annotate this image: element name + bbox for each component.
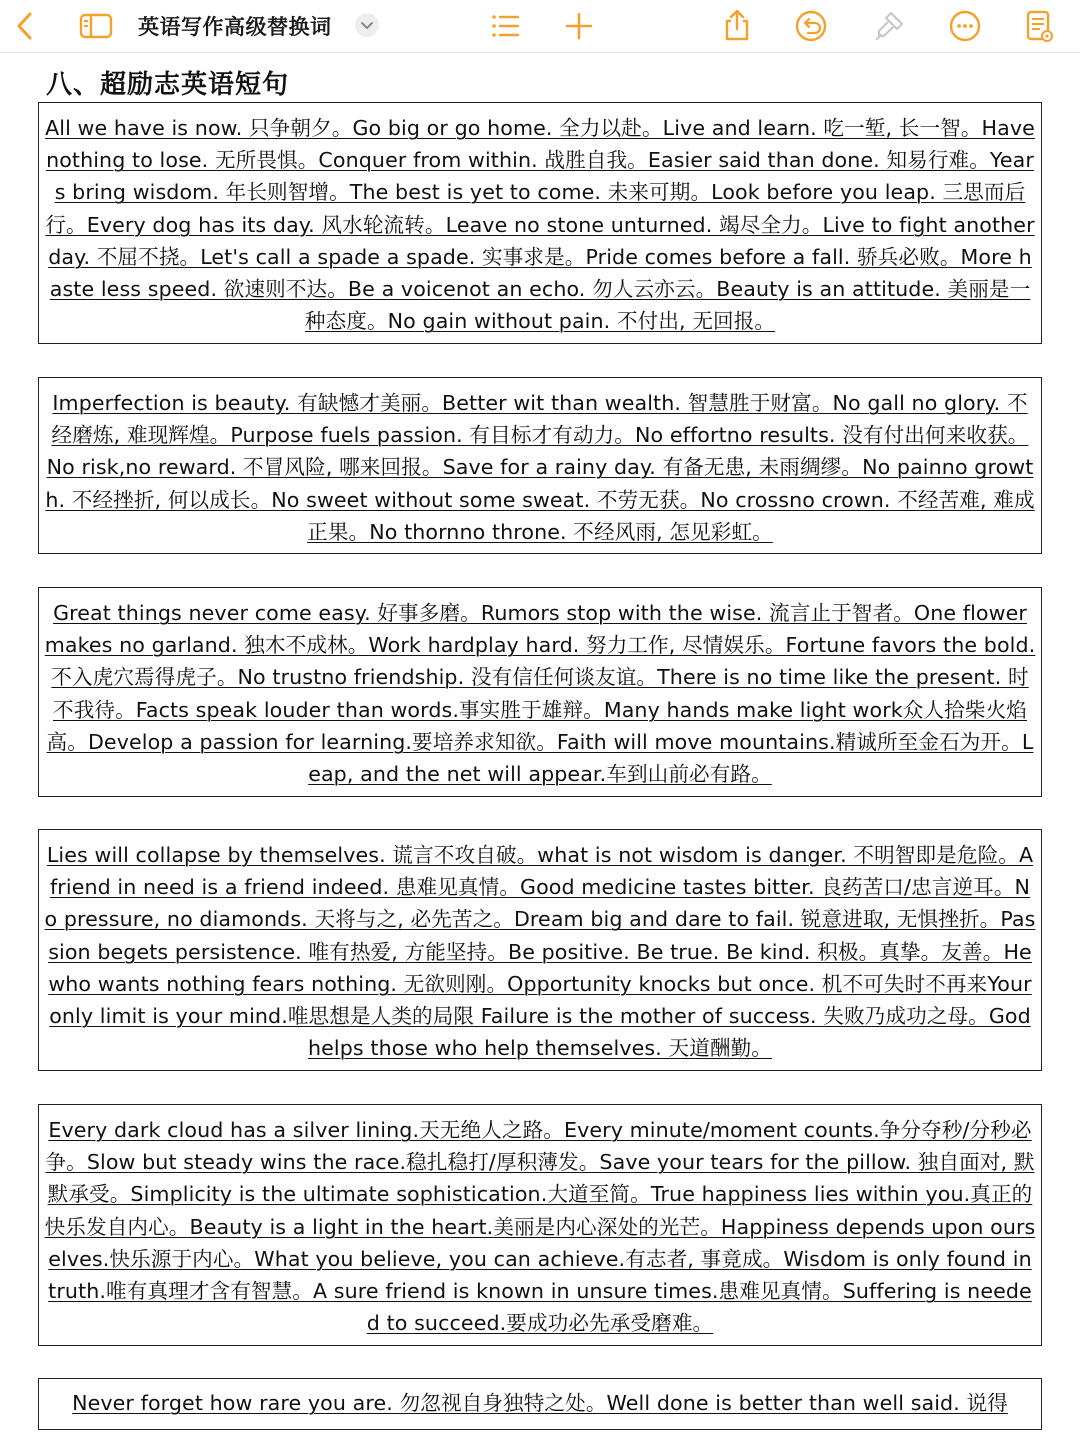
more-icon bbox=[947, 8, 983, 44]
share-icon bbox=[719, 8, 755, 44]
add-button[interactable] bbox=[561, 8, 597, 44]
quote-paragraph: Every dark cloud has a silver lining.天无绝人之路。Every minute/moment counts.争分夺秒/分秒必争。Slow but steady wins the race.稳扎稳打/厚积薄发。Save your tears for the pillow. 独自面对, 默默承受。Simplicity is the ultimate sophistication.大道至简。True happiness lies within you.真正的快乐发自内心。Beauty is a light in the heart.美丽是内心深处的光芒。Happiness depends upon ourselves.快乐源于内心。What you believe, you can achieve.有志者, 事竟成。Wisdom is only found in truth.唯有真理才含有智慧。A sure friend is known in unsure times.患难见真情。Suffering is needed to succeed.要成功必先承受磨难。 bbox=[44, 1118, 1036, 1336]
quote-box-2 bbox=[38, 377, 1042, 554]
quote-paragraph: Never forget how rare you are. 勿忽视自身独特之处。Well done is better than well said. 说得 bbox=[72, 1391, 1008, 1415]
top-toolbar bbox=[0, 0, 1080, 53]
quote-box-6 bbox=[38, 1378, 1042, 1430]
quote-box-1 bbox=[38, 102, 1042, 344]
more-button[interactable] bbox=[947, 8, 983, 44]
quote-paragraph: All we have is now. 只争朝夕。Go big or go home. 全力以赴。Live and learn. 吃一堑, 长一智。Have nothing to lose. 无所畏惧。Conquer from within. 战胜自我。Easier said than done. 知易行难。Years bring wisdom. 年长则智增。The best is yet to come. 未来可期。Look before you leap. 三思而后行。Every dog has its day. 风水轮流转。Leave no stone unturned. 竭尽全力。Live to fight another day. 不屈不挠。Let's call a spade a spade. 实事求是。Pride comes before a fall. 骄兵必败。More haste less speed. 欲速则不达。Be a voicenot an echo. 勿人云亦云。Beauty is an attitude. 美丽是一种态度。No gain without pain. 不付出, 无回报。 bbox=[45, 116, 1035, 334]
title-menu-button[interactable] bbox=[355, 13, 379, 37]
list-icon bbox=[487, 8, 523, 44]
quote-paragraph: Imperfection is beauty. 有缺憾才美丽。Better wit than wealth. 智慧胜于财富。No gall no glory. 不经磨炼, 难现辉煌。Purpose fuels passion. 有目标才有动力。No effortno results. 没有付出何来收获。No risk,no reward. 不冒风险, 哪来回报。Save for a rainy day. 有备无患, 未雨绸缪。No painno growth. 不经挫折, 何以成长。No sweet without some sweat. 不劳无获。No crossno crown. 不经苦难, 难成正果。No thornno throne. 不经风雨, 怎见彩虹。 bbox=[45, 391, 1035, 544]
chevron-down-icon bbox=[355, 13, 379, 37]
back-chevron-icon bbox=[8, 8, 44, 44]
quote-paragraph: Great things never come easy. 好事多磨。Rumors stop with the wise. 流言止于智者。One flower makes no garland. 独木不成林。Work hardplay hard. 努力工作, 尽情娱乐。Fortune favors the bold. 不入虎穴焉得虎子。No trustno friendship. 没有信任何谈友谊。There is no time like the present. 时不我待。Facts speak louder than words.事实胜于雄辩。Many hands make light work众人拾柴火焰高。Develop a passion for learning.要培养求知欲。Faith will move mountains.精诚所至金石为开。Leap, and the net will appear.车到山前必有路。 bbox=[44, 601, 1036, 787]
sidebar-toggle-button[interactable] bbox=[78, 8, 114, 44]
format-brush-icon bbox=[871, 8, 907, 44]
reader-mode-button[interactable] bbox=[1021, 8, 1057, 44]
list-button[interactable] bbox=[487, 8, 523, 44]
reader-mode-icon bbox=[1021, 8, 1057, 44]
quote-box-3 bbox=[38, 587, 1042, 797]
document-title[interactable]: 英语写作高级替换词 bbox=[138, 15, 332, 39]
undo-icon bbox=[793, 8, 829, 44]
quote-box-5 bbox=[38, 1104, 1042, 1346]
quote-paragraph: Lies will collapse by themselves. 谎言不攻自破。what is not wisdom is danger. 不明智即是危险。A friend in need is a friend indeed. 患难见真情。Good medicine tastes bitter. 良药苦口/忠言逆耳。No pressure, no diamonds. 天将与之, 必先苦之。Dream big and dare to fail. 锐意进取, 无惧挫折。Passion begets persistence. 唯有热爱, 方能坚持。Be positive. Be true. Be kind. 积极。真挚。友善。He who wants nothing fears nothing. 无欲则刚。Opportunity knocks but once. 机不可失时不再来Your only limit is your mind.唯思想是人类的局限 Failure is the mother of success. 失败乃成功之母。God helps those who help themselves. 天道酬勤。 bbox=[44, 843, 1036, 1061]
section-heading: 八、超励志英语短句 bbox=[46, 70, 290, 100]
format-brush-button[interactable] bbox=[871, 8, 907, 44]
back-button[interactable] bbox=[8, 8, 44, 44]
share-button[interactable] bbox=[719, 8, 755, 44]
plus-icon bbox=[561, 8, 597, 44]
sidebar-icon bbox=[78, 8, 114, 44]
quote-box-4 bbox=[38, 829, 1042, 1071]
undo-button[interactable] bbox=[793, 8, 829, 44]
